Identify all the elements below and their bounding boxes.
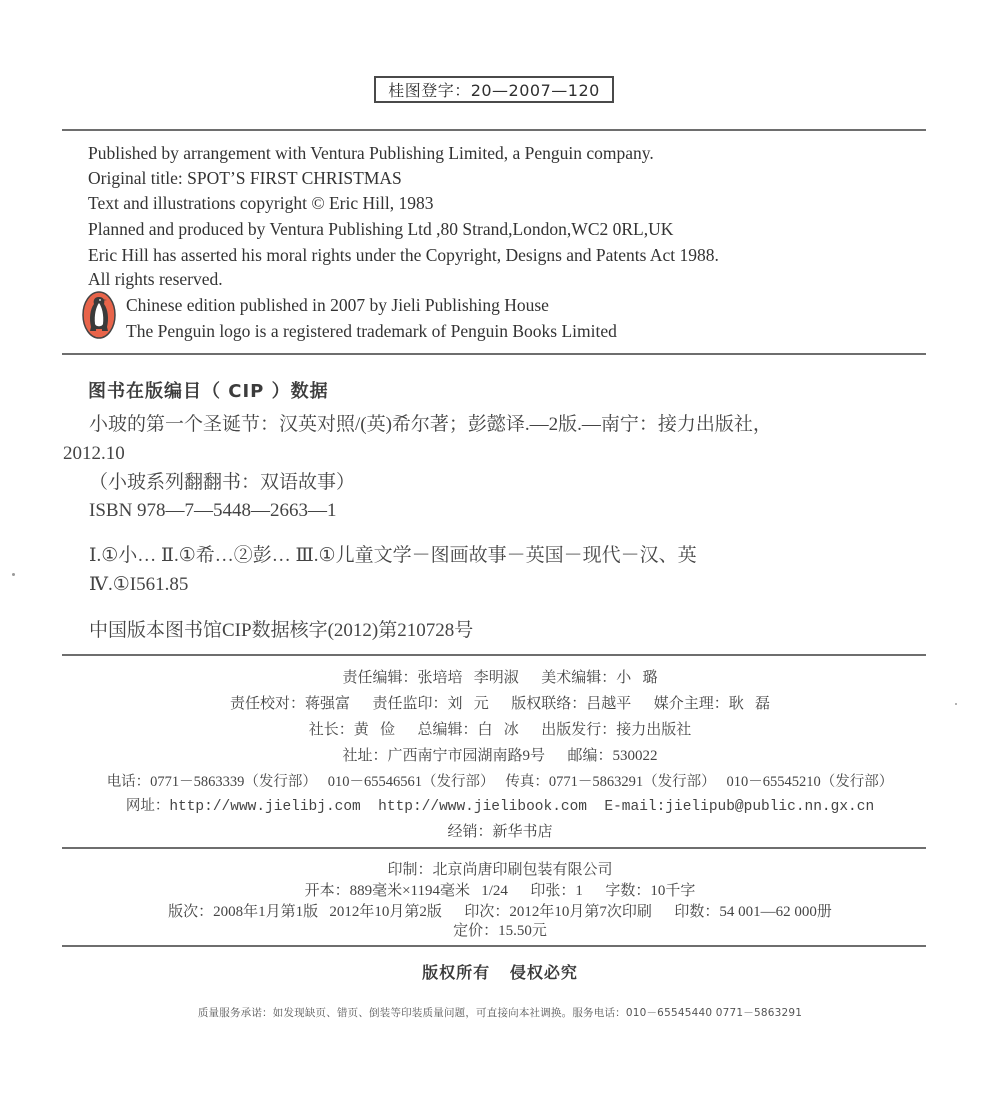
credits-proofreading: 责任校对：蒋强富 责任监印：刘 元 版权联络：吕越平 媒介主理：耿 磊 <box>229 696 770 712</box>
cip-classification-line2: Ⅳ.①I561.85 <box>89 574 189 595</box>
rights-line-moral-rights: Eric Hill has asserted his moral rights under the Copyright, Designs and Patents Act 1988. <box>88 245 719 265</box>
rights-line-penguin-trademark: The Penguin logo is a registered trademark of Penguin Books Limited <box>126 321 617 341</box>
publisher-websites: 网址：http://www.jielibj.com http://www.jielibook.com E-mail:jielipub@public.nn.gx.cn <box>125 799 875 815</box>
rights-line-original-title: Original title: SPOT’S FIRST CHRISTMAS <box>88 168 402 188</box>
registration-number: 桂图登字：20—2007—120 <box>388 81 600 100</box>
print-format: 开本：889毫米×1194毫米 1/24 印张：1 字数：10千字 <box>304 883 696 899</box>
divider-after-credits <box>62 847 926 849</box>
credits-editors: 责任编辑：张培培 李明淑 美术编辑：小 璐 <box>342 670 658 686</box>
rights-line-chinese-edition: Chinese edition published in 2007 by Jieli Publishing House <box>126 295 549 315</box>
publisher-phone: 电话：0771－5863339（发行部） 010－65546561（发行部） 传真：0771－5863291（发行部） 010－65545210（发行部） <box>106 774 894 790</box>
distributor: 经销：新华书店 <box>447 824 553 840</box>
printer: 印制：北京尚唐印刷包装有限公司 <box>387 862 613 878</box>
quality-service-notice: 质量服务承诺：如发现缺页、错页、倒装等印装质量问题，可直接向本社调换。服务电话：010－65545440 0771－5863291 <box>197 1007 803 1019</box>
scan-speck <box>955 703 957 705</box>
divider-top <box>62 129 926 131</box>
cip-classification-line1: Ⅰ.①小… Ⅱ.①希…②彭… Ⅲ.①儿童文学－图画故事－英国－现代－汉、英 <box>89 545 697 566</box>
all-rights-reserved: 版权所有 侵权必究 <box>422 963 578 982</box>
price: 定价：15.50元 <box>453 923 547 939</box>
divider-after-rights <box>62 353 926 355</box>
cip-library-number: 中国版本图书馆CIP数据核字(2012)第210728号 <box>89 620 474 641</box>
rights-line-copyright: Text and illustrations copyright © Eric Hill, 1983 <box>88 193 434 213</box>
cip-entry-line2: 2012.10 <box>63 443 125 464</box>
cip-isbn: ISBN 978—7—5448—2663—1 <box>89 500 337 521</box>
penguin-logo-icon <box>82 291 116 339</box>
cip-title: 图书在版编目（ CIP ）数据 <box>88 381 329 402</box>
credits-management: 社长：黄 俭 总编辑：白 冰 出版发行：接力出版社 <box>308 722 692 738</box>
cip-series: （小玻系列翻翻书：双语故事） <box>89 472 356 493</box>
registration-number-box <box>374 76 614 103</box>
print-edition: 版次：2008年1月第1版 2012年10月第2版 印次：2012年10月第7次印刷 印数：54 001—62 000册 <box>168 904 832 920</box>
divider-after-printing <box>62 945 926 947</box>
divider-after-cip <box>62 654 926 656</box>
scan-speck <box>12 573 15 576</box>
cip-entry-line1: 小玻的第一个圣诞节：汉英对照/(英)希尔著；彭懿译.—2版.—南宁：接力出版社， <box>89 414 772 435</box>
publisher-address: 社址：广西南宁市园湖南路9号 邮编：530022 <box>342 748 658 764</box>
rights-line-arrangement: Published by arrangement with Ventura Publishing Limited, a Penguin company. <box>88 143 654 163</box>
rights-line-all-rights: All rights reserved. <box>88 269 223 289</box>
rights-line-produced-by: Planned and produced by Ventura Publishing Ltd ,80 Strand,London,WC2 0RL,UK <box>88 219 674 239</box>
